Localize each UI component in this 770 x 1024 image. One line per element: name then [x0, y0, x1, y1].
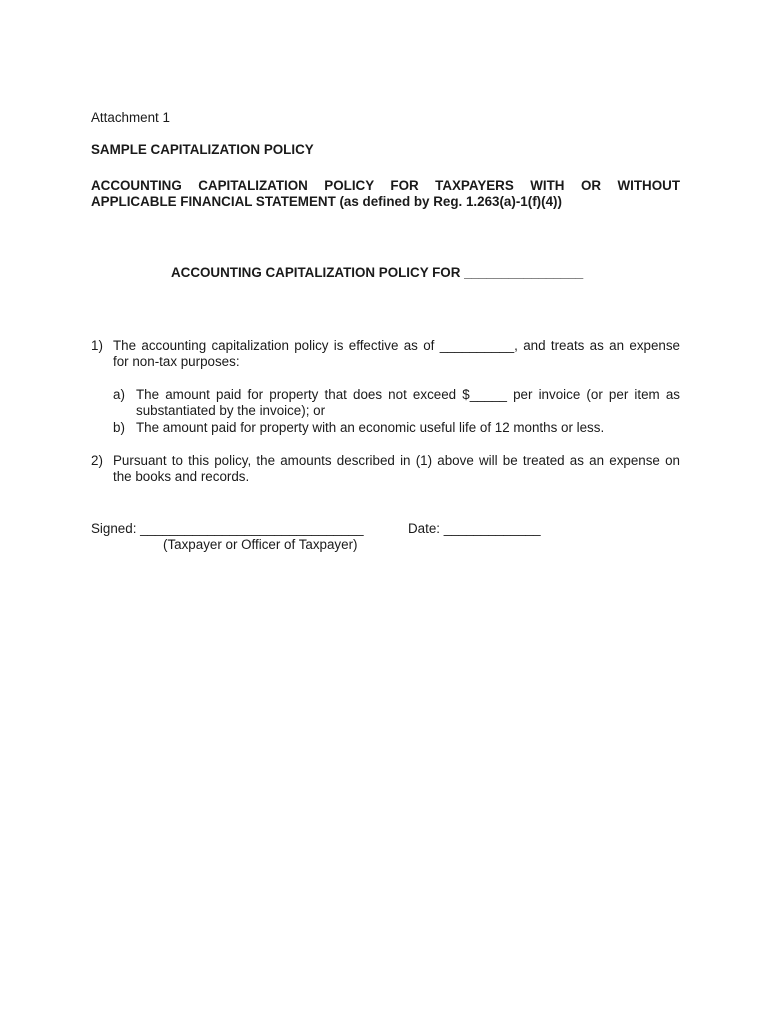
signer-caption: (Taxpayer or Officer of Taxpayer) [163, 537, 358, 552]
signed-line: Signed: ______________________________ [91, 521, 364, 536]
attachment-label: Attachment 1 [91, 110, 170, 125]
heading-line-2: APPLICABLE FINANCIAL STATEMENT (as defined by Reg. 1.263(a)-1(f)(4)) [91, 194, 562, 209]
date-line: Date: _____________ [408, 521, 541, 536]
item-1-number: 1) [91, 338, 103, 353]
item-2-number: 2) [91, 453, 103, 468]
item-1b-letter: b) [113, 420, 125, 435]
item-1a-line-2: substantiated by the invoice); or [136, 403, 326, 418]
item-1a-line-1: The amount paid for property that does not exceed $_____ per invoice (or per item as [136, 387, 680, 402]
policy-for-heading: ACCOUNTING CAPITALIZATION POLICY FOR ________________ [171, 265, 584, 280]
item-1a-letter: a) [113, 387, 125, 402]
item-2-line-2: the books and records. [113, 469, 250, 484]
heading-line-1: ACCOUNTING CAPITALIZATION POLICY FOR TAXPAYERS WITH OR WITHOUT [91, 178, 680, 193]
item-1b-line-1: The amount paid for property with an economic useful life of 12 months or less. [136, 420, 605, 435]
item-2-line-1: Pursuant to this policy, the amounts described in (1) above will be treated as an expense on [113, 453, 680, 468]
item-1-line-2: for non-tax purposes: [113, 354, 240, 369]
item-1-line-1: The accounting capitalization policy is effective as of __________, and treats as an expense [113, 338, 680, 353]
sample-title: SAMPLE CAPITALIZATION POLICY [91, 142, 314, 157]
